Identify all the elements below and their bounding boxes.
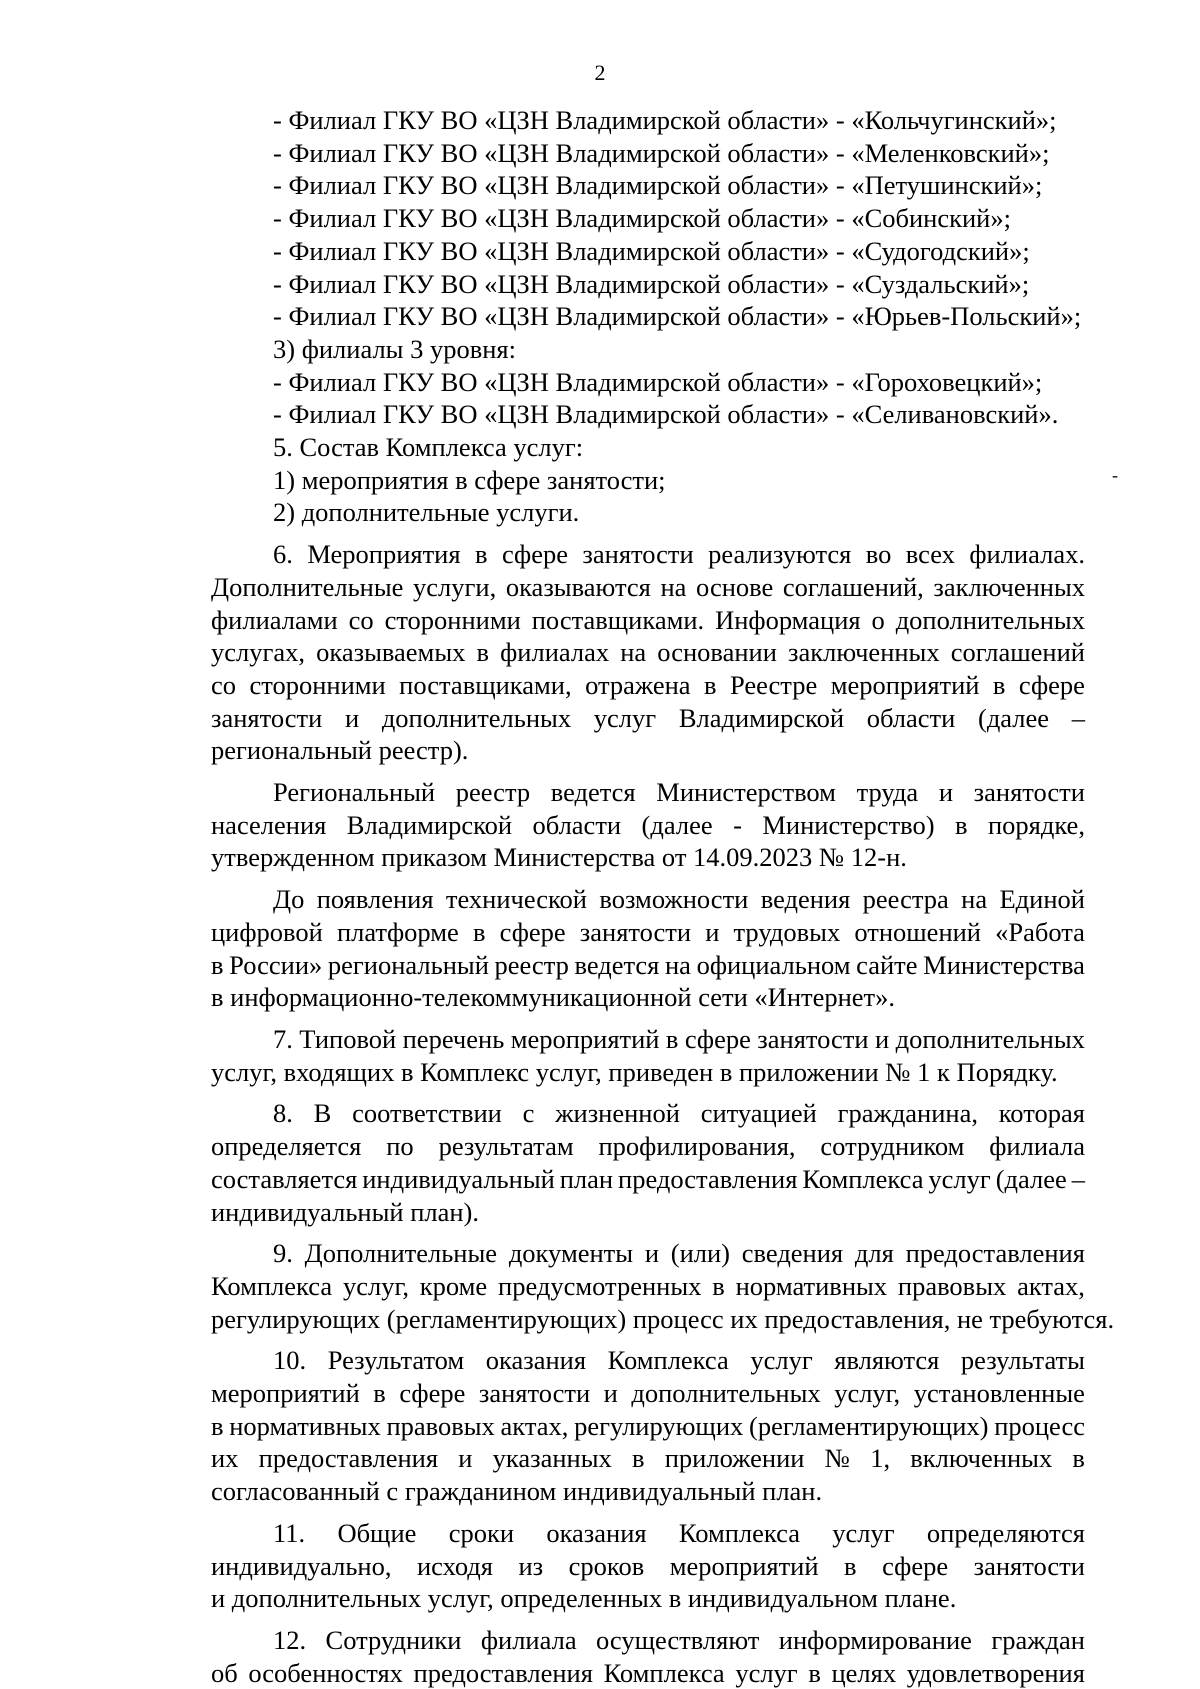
paragraph-gap <box>211 1335 1085 1344</box>
text-line: услугах, оказываемых в филиалах на основании заключенных соглашений <box>211 637 1085 668</box>
list-line: 1) мероприятия в сфере занятости; <box>273 464 666 495</box>
text-line: занятости и дополнительных услуг Владимирской области (далее – <box>211 702 1085 733</box>
text-line: и дополнительных услуг, определенных в индивидуальном плане. <box>211 1583 957 1614</box>
page-number: 2 <box>594 60 606 85</box>
text-line: в информационно-телекоммуникационной сети «Интернет». <box>211 982 895 1013</box>
text-line: со сторонними поставщиками, отражена в Реестре мероприятий в сфере <box>211 669 1085 700</box>
text-line: их предоставления и указанных в приложении № 1, включенных в <box>211 1443 1085 1474</box>
paragraph-gap <box>211 767 1085 776</box>
paragraph-gap <box>211 1014 1085 1023</box>
text-line: в России» региональный реестр ведется на официальном сайте Министерства <box>211 949 1085 980</box>
text-line: Дополнительные услуги, оказываются на основе соглашений, заключенных <box>211 571 1085 602</box>
text-line: 8. В соответствии с жизненной ситуацией гражданина, которая <box>273 1098 1085 1129</box>
text-line: Региональный реестр ведется Министерством труда и занятости <box>273 777 1085 808</box>
text-line: 12. Сотрудники филиала осуществляют информирование граждан <box>273 1624 1085 1655</box>
text-line: регулирующих (регламентирующих) процесс их предоставления, не требуются. <box>211 1303 1115 1334</box>
list-line: - Филиал ГКУ ВО «ЦЗН Владимирской области» - «Судогодский»; <box>273 235 1030 266</box>
text-line: определяется по результатам профилирования, сотрудником филиала <box>211 1131 1085 1162</box>
text-line: 6. Мероприятия в сфере занятости реализуются во всех филиалах. <box>273 539 1085 570</box>
paragraph <box>211 1517 1085 1615</box>
text-line: об особенностях предоставления Комплекса услуг в целях удовлетворения <box>211 1657 1085 1688</box>
paragraph-gap <box>211 529 1085 538</box>
text-line: мероприятий в сфере занятости и дополнительных услуг, установленные <box>211 1378 1085 1409</box>
list-line: - Филиал ГКУ ВО «ЦЗН Владимирской области» - «Кольчугинский»; <box>273 105 1057 135</box>
list-line: - Филиал ГКУ ВО «ЦЗН Владимирской области» - «Меленковский»; <box>273 137 1050 168</box>
list-line: 5. Состав Комплекса услуг: <box>273 432 584 463</box>
paragraph <box>211 883 1085 1014</box>
paragraph-gap <box>211 1088 1085 1097</box>
paragraph <box>211 538 1085 767</box>
text-line: услуг, входящих в Комплекс услуг, приведен в приложении № 1 к Порядку. <box>211 1056 1058 1087</box>
paragraph <box>211 1237 1115 1335</box>
list-line: - Филиал ГКУ ВО «ЦЗН Владимирской области» - «Собинский»; <box>273 203 1011 234</box>
margin-mark: - <box>1112 465 1118 485</box>
list-line: - Филиал ГКУ ВО «ЦЗН Владимирской области» - «Суздальский»; <box>273 268 1030 299</box>
paragraph-gap <box>211 1508 1085 1517</box>
text-line: 11. Общие сроки оказания Комплекса услуг определяются <box>273 1517 1085 1548</box>
text-line: цифровой платформе в сфере занятости и трудовых отношений «Работа <box>211 916 1085 947</box>
paragraph <box>211 776 1085 874</box>
paragraph <box>211 1023 1085 1088</box>
paragraph-gap <box>211 1615 1085 1624</box>
paragraph <box>211 1097 1085 1228</box>
text-line: До появления технической возможности ведения реестра на Единой <box>273 884 1085 915</box>
text-line: утвержденном приказом Министерства от 14.09.2023 № 12-н. <box>211 842 907 873</box>
list-line: - Филиал ГКУ ВО «ЦЗН Владимирской области» - «Селивановский». <box>273 399 1059 430</box>
list-line: - Филиал ГКУ ВО «ЦЗН Владимирской области» - «Гороховецкий»; <box>273 366 1043 397</box>
list-line: 3) филиалы 3 уровня: <box>273 333 516 364</box>
text-line: 9. Дополнительные документы и (или) сведения для предоставления <box>273 1238 1085 1269</box>
text-line: 7. Типовой перечень мероприятий в сфере занятости и дополнительных <box>273 1023 1085 1054</box>
text-line: региональный реестр). <box>211 735 469 766</box>
document-body <box>211 104 1115 1689</box>
list-line: - Филиал ГКУ ВО «ЦЗН Владимирской области» - «Юрьев-Польский»; <box>273 301 1082 332</box>
text-line: населения Владимирской области (далее - Министерство) в порядке, <box>211 809 1085 840</box>
text-line: в нормативных правовых актах, регулирующих (регламентирующих) процесс <box>211 1410 1085 1441</box>
paragraph <box>211 1624 1085 1689</box>
text-line: индивидуально, исходя из сроков мероприятий в сфере занятости <box>211 1550 1085 1581</box>
paragraph <box>211 1344 1085 1508</box>
text-line: 10. Результатом оказания Комплекса услуг являются результаты <box>273 1345 1085 1376</box>
paragraph-gap <box>211 1228 1085 1237</box>
list-line: 2) дополнительные услуги. <box>273 497 580 528</box>
text-line: согласованный с гражданином индивидуальный план. <box>211 1476 823 1507</box>
paragraph-gap <box>211 874 1085 883</box>
text-line: филиалами со сторонними поставщиками. Информация о дополнительных <box>211 604 1085 635</box>
text-line: индивидуальный план). <box>211 1196 480 1227</box>
list-line: - Филиал ГКУ ВО «ЦЗН Владимирской области» - «Петушинский»; <box>273 170 1043 201</box>
text-line: Комплекса услуг, кроме предусмотренных в нормативных правовых актах, <box>211 1270 1085 1301</box>
text-line: составляется индивидуальный план предоставления Комплекса услуг (далее – <box>211 1163 1085 1194</box>
